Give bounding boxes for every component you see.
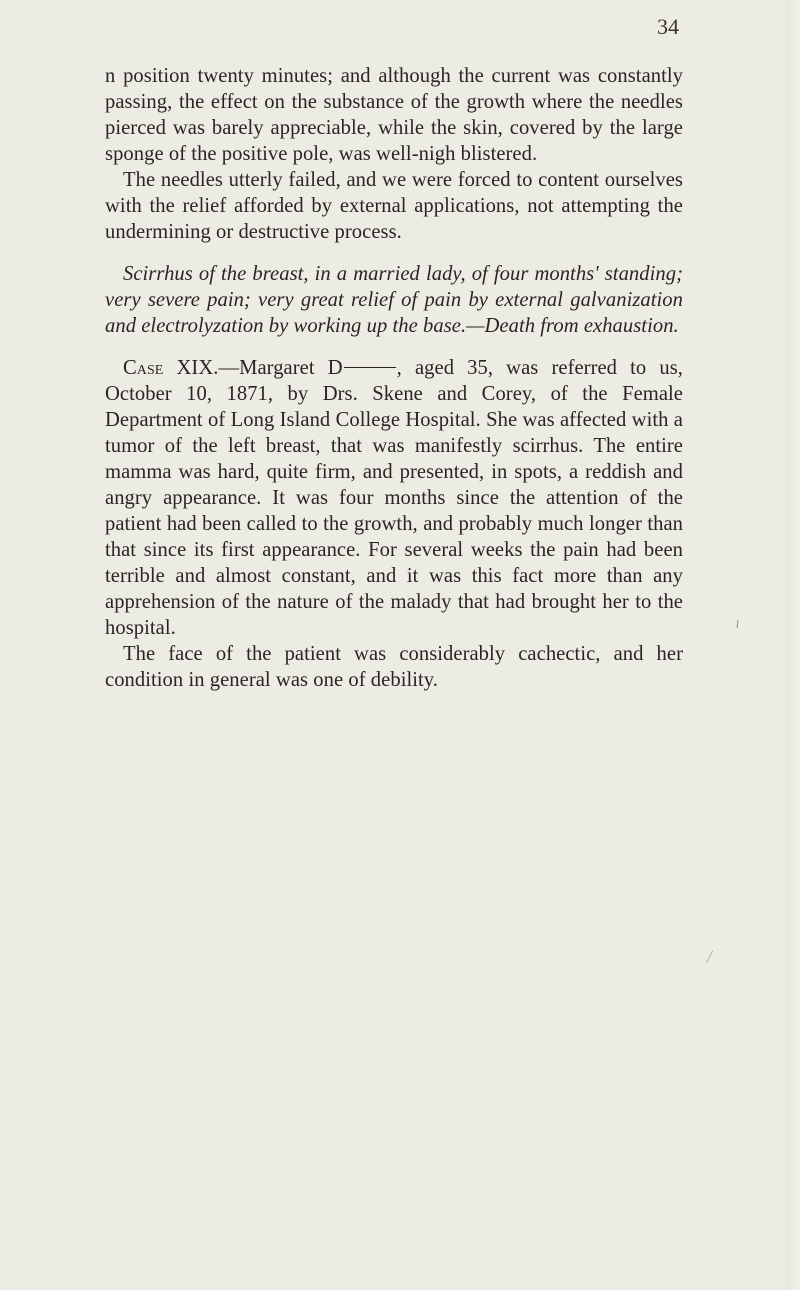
case-paragraph [105, 355, 683, 641]
paragraph-needles-failed: The needles utterly failed, and we were forced to content ourselves with the relief afforded by external applications, not attempting the undermining or destructive process. [105, 169, 683, 243]
name-dash [344, 367, 396, 368]
case-description: , aged 35, was referred to us, October 10, 1871, by Drs. Skene and Corey, of the Female Department of Long Island College Hospital. She was affected with a tumor of the left breast, that was manifestly scirrhus. The entire mamma was hard, quite firm, and presented, in spots, a reddish and angry appearance. It was four months since the attention of the patient had been called to the growth, and probably much longer than that since its first appearance. For several weeks the pain had been terrible and almost constant, and it was this fact more than any apprehension of the nature of the malady that had brought her to the hospital. [105, 357, 683, 639]
page-number: 34 [657, 14, 679, 39]
case-heading: Scirrhus of the breast, in a married lady, of four months' standing; very severe pain; very great relief of pain by external galvanization and electrolyzation by working up the base.—Death from exhaustion. [105, 263, 683, 337]
case-label: Case XIX. [123, 357, 219, 379]
paragraph-patient-condition: The face of the patient was considerably cachectic, and her condition in general was one of debility. [105, 643, 683, 691]
margin-mark [706, 951, 713, 964]
page-edge [786, 0, 800, 1290]
body-text [105, 63, 683, 693]
margin-mark [736, 620, 738, 628]
paragraph-continuation: n position twenty minutes; and although the current was constantly passing, the effect on the substance of the growth where the needles pierced was barely appreciable, while the skin, covered by the large sponge of the positive pole, was well-nigh blistered. [105, 65, 683, 165]
case-patient-name: —Margaret D [218, 357, 343, 379]
